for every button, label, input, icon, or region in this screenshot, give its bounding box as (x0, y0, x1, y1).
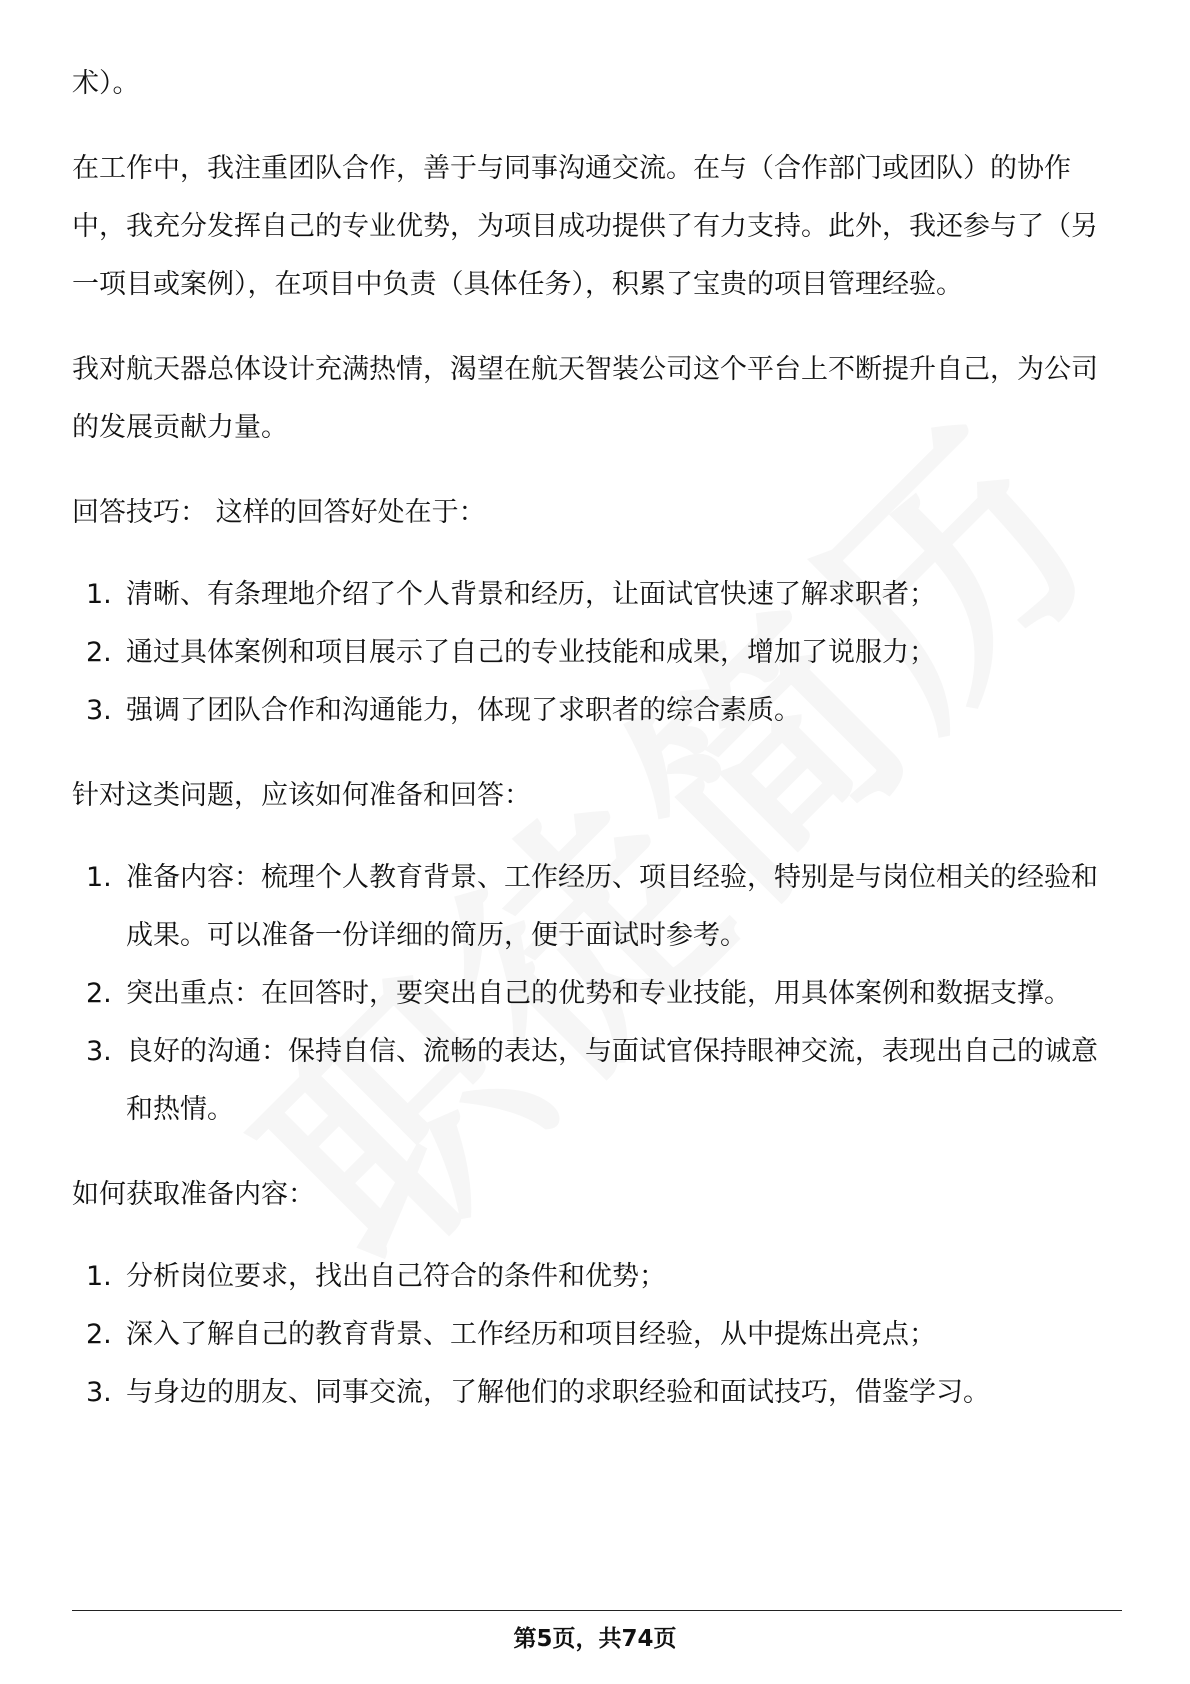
list-item: 1. 分析岗位要求，找出自己符合的条件和优势； (86, 1261, 666, 1292)
page-content (72, 55, 1122, 1422)
list-item: 1. 清晰、有条理地介绍了个人背景和经历，让面试官快速了解求职者； (86, 579, 936, 610)
answer-benefits-list (72, 566, 1122, 740)
paragraph-continuation: 术）。 (72, 68, 140, 99)
paragraph-passion: 我对航天器总体设计充满热情，渴望在航天智装公司这个平台上不断提升自己，为公司的发展贡献力量。 (72, 354, 1098, 443)
heading-answer-tips: 回答技巧： 这样的回答好处在于： (72, 497, 486, 528)
preparation-list (72, 849, 1122, 1139)
page-number: 第5页，共74页 (513, 1626, 677, 1652)
content-sources-list (72, 1248, 1122, 1422)
list-item: 3. 与身边的朋友、同事交流，了解他们的求职经验和面试技巧，借鉴学习。 (86, 1377, 990, 1408)
paragraph-teamwork: 在工作中，我注重团队合作，善于与同事沟通交流。在与（合作部门或团队）的协作中，我充分发挥自己的专业优势，为项目成功提供了有力支持。此外，我还参与了（另一项目或案例），在项目中负责（具体任务），积累了宝贵的项目管理经验。 (72, 153, 1098, 300)
heading-get-content: 如何获取准备内容： (72, 1179, 315, 1210)
list-item: 2. 深入了解自己的教育背景、工作经历和项目经验，从中提炼出亮点； (86, 1319, 936, 1350)
list-item: 2. 通过具体案例和项目展示了自己的专业技能和成果，增加了说服力； (86, 637, 936, 668)
heading-how-to-prepare: 针对这类问题，应该如何准备和回答： (72, 780, 531, 811)
list-item: 3. 良好的沟通：保持自信、流畅的表达，与面试官保持眼神交流，表现出自己的诚意和热情。 (86, 1036, 1098, 1125)
list-item: 3. 强调了团队合作和沟通能力，体现了求职者的综合素质。 (86, 695, 801, 726)
list-item: 1. 准备内容：梳理个人教育背景、工作经历、项目经验，特别是与岗位相关的经验和成果。可以准备一份详细的简历，便于面试时参考。 (86, 862, 1098, 951)
footer-divider (72, 1610, 1122, 1611)
list-item: 2. 突出重点：在回答时，要突出自己的优势和专业技能，用具体案例和数据支撑。 (86, 978, 1071, 1009)
